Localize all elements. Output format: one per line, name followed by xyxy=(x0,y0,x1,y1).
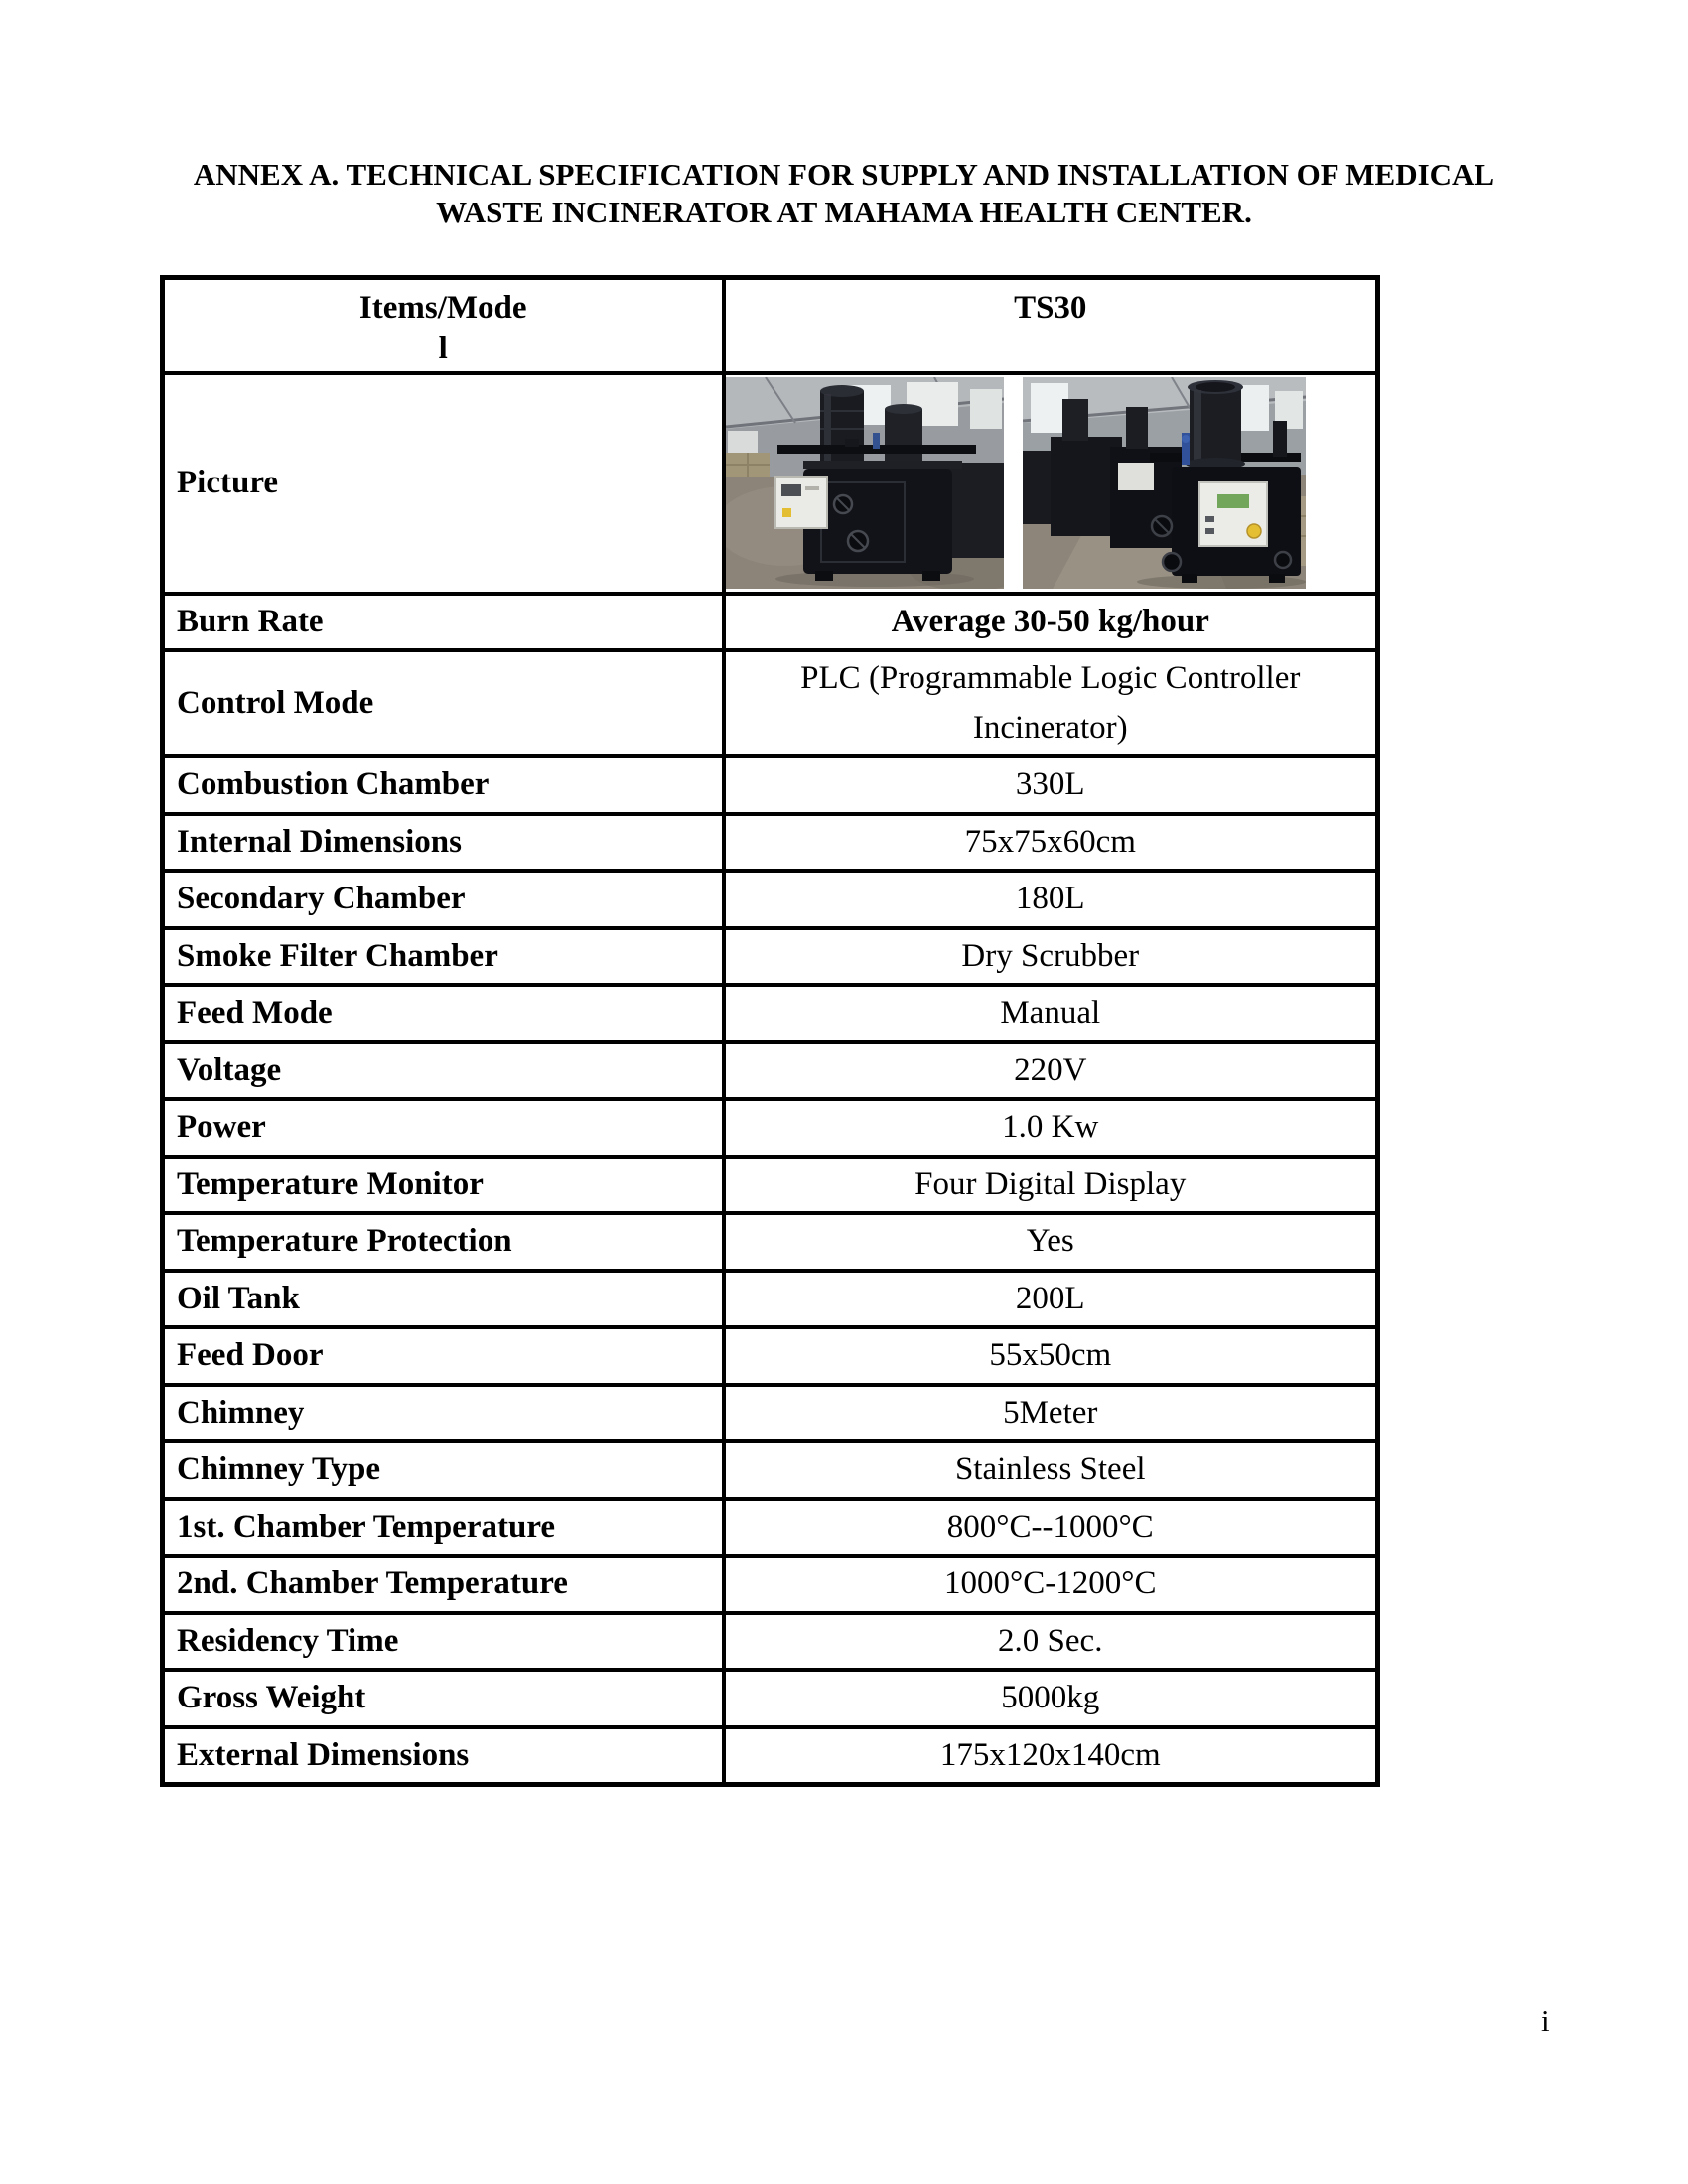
spec-value: 5Meter xyxy=(724,1385,1378,1442)
table-header-row xyxy=(163,278,1378,373)
spec-label: Oil Tank xyxy=(163,1271,724,1328)
photo-strip xyxy=(726,377,1376,589)
spec-row xyxy=(163,1670,1378,1727)
spec-row xyxy=(163,871,1378,928)
spec-value: 1.0 Kw xyxy=(724,1099,1378,1157)
spec-row xyxy=(163,1042,1378,1100)
spec-label: Chimney Type xyxy=(163,1441,724,1499)
spec-label: Smoke Filter Chamber xyxy=(163,928,724,986)
spec-value: 5000kg xyxy=(724,1670,1378,1727)
spec-row xyxy=(163,1213,1378,1271)
document-title-line2: WASTE INCINERATOR AT MAHAMA HEALTH CENTER. xyxy=(436,194,1252,229)
spec-label: Secondary Chamber xyxy=(163,871,724,928)
header-items-line2: l xyxy=(438,331,448,367)
page-number: i xyxy=(1541,2003,1550,2038)
spec-label: Temperature Protection xyxy=(163,1213,724,1271)
spec-label: 1st. Chamber Temperature xyxy=(163,1499,724,1557)
spec-row xyxy=(163,1556,1378,1613)
spec-value: Stainless Steel xyxy=(724,1441,1378,1499)
spec-value: 800°C--1000°C xyxy=(724,1499,1378,1557)
spec-row xyxy=(163,1099,1378,1157)
spec-value: 220V xyxy=(724,1042,1378,1100)
spec-row xyxy=(163,1157,1378,1214)
spec-value: 180L xyxy=(724,871,1378,928)
spec-row xyxy=(163,1441,1378,1499)
picture-label: Picture xyxy=(163,373,724,594)
spec-row xyxy=(163,814,1378,872)
spec-label: Control Mode xyxy=(163,650,724,756)
document-title xyxy=(149,156,1539,231)
spec-label: Voltage xyxy=(163,1042,724,1100)
spec-value: 175x120x140cm xyxy=(724,1727,1378,1785)
spec-label: Gross Weight xyxy=(163,1670,724,1727)
spec-label: Chimney xyxy=(163,1385,724,1442)
spec-row xyxy=(163,1271,1378,1328)
spec-row xyxy=(163,1385,1378,1442)
spec-value: 75x75x60cm xyxy=(724,814,1378,872)
spec-label: Power xyxy=(163,1099,724,1157)
spec-value: Average 30-50 kg/hour xyxy=(724,594,1378,651)
picture-row xyxy=(163,373,1378,594)
spec-value: Yes xyxy=(724,1213,1378,1271)
spec-row xyxy=(163,1613,1378,1671)
spec-label: Combustion Chamber xyxy=(163,756,724,814)
spec-value: 330L xyxy=(724,756,1378,814)
spec-value: Four Digital Display xyxy=(724,1157,1378,1214)
spec-label: Internal Dimensions xyxy=(163,814,724,872)
spec-label: Temperature Monitor xyxy=(163,1157,724,1214)
spec-label: Feed Door xyxy=(163,1327,724,1385)
spec-label: 2nd. Chamber Temperature xyxy=(163,1556,724,1613)
picture-value-cell xyxy=(724,373,1378,594)
spec-label: Residency Time xyxy=(163,1613,724,1671)
spec-label: Feed Mode xyxy=(163,985,724,1042)
spec-row xyxy=(163,756,1378,814)
header-items-model xyxy=(163,278,724,373)
spec-row xyxy=(163,594,1378,651)
incinerator-photo-2 xyxy=(1023,377,1306,589)
spec-table xyxy=(160,275,1380,1787)
spec-value: PLC (Programmable Logic Controller Incinerator) xyxy=(724,650,1378,756)
spec-label: Burn Rate xyxy=(163,594,724,651)
spec-row xyxy=(163,1727,1378,1785)
document-title-line1: ANNEX A. TECHNICAL SPECIFICATION FOR SUPPLY AND INSTALLATION OF MEDICAL xyxy=(193,157,1495,192)
spec-row xyxy=(163,1327,1378,1385)
spec-row xyxy=(163,1499,1378,1557)
spec-row xyxy=(163,928,1378,986)
spec-value: Manual xyxy=(724,985,1378,1042)
header-model: TS30 xyxy=(724,278,1378,373)
spec-value: Dry Scrubber xyxy=(724,928,1378,986)
spec-value: 55x50cm xyxy=(724,1327,1378,1385)
spec-value: 200L xyxy=(724,1271,1378,1328)
spec-value: 2.0 Sec. xyxy=(724,1613,1378,1671)
spec-row xyxy=(163,650,1378,756)
spec-label: External Dimensions xyxy=(163,1727,724,1785)
spec-row xyxy=(163,985,1378,1042)
spec-value: 1000°C-1200°C xyxy=(724,1556,1378,1613)
header-items-line1: Items/Mode xyxy=(358,290,527,326)
spec-table-body xyxy=(163,373,1378,1785)
incinerator-photo-1 xyxy=(726,377,1004,589)
